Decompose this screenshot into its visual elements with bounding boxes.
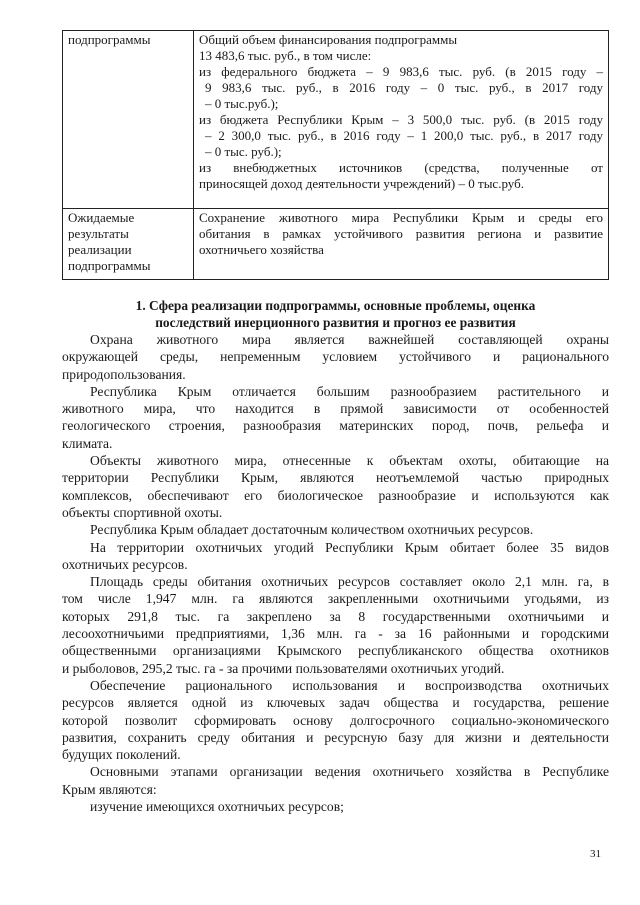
row-label-line: подпрограммы bbox=[68, 32, 151, 47]
heading-line: 1. Сфера реализации подпрограммы, основные проблемы, оценка bbox=[135, 298, 536, 313]
text-line: общественными организациями Крымского республиканского общества охотников bbox=[62, 643, 609, 659]
section-heading bbox=[62, 297, 609, 331]
text-line: Крым являются: bbox=[62, 781, 157, 797]
funding-line: – 0 тыс. руб.); bbox=[205, 144, 282, 159]
results-line: обитания в рамках устойчивого развития региона и развитие bbox=[199, 226, 603, 241]
paragraph bbox=[62, 383, 609, 452]
text-line: комплексов, обеспечивают его биологическое разнообразие и используются как bbox=[62, 487, 609, 503]
text-line: Основными этапами организации ведения охотничьего хозяйства в Республике bbox=[90, 764, 609, 780]
text-line: развития, сохранить среду обитания и ресурсную базу для жизни и деятельности bbox=[62, 729, 609, 745]
text-line: которых 291,8 тыс. га закреплено за 8 государственными охотничьими и bbox=[62, 608, 609, 624]
funding-line: из бюджета Республики Крым – 3 500,0 тыс. руб. (в 2015 году bbox=[199, 112, 603, 127]
row-label-line: Ожидаемые bbox=[68, 210, 135, 225]
text-line: Республика Крым обладает достаточным количеством охотничьих ресурсов. bbox=[90, 522, 534, 538]
funding-line: – 2 300,0 тыс. руб., в 2016 году – 1 200,0 тыс. руб., в 2017 году bbox=[205, 128, 603, 143]
funding-line: – 0 тыс.руб.); bbox=[205, 96, 279, 111]
text-line: Площадь среды обитания охотничьих ресурсов составляет около 2,1 млн. га, в bbox=[90, 574, 609, 590]
funding-line: приносящей доход деятельности учреждений) – 0 тыс.руб. bbox=[199, 176, 524, 191]
paragraph bbox=[62, 521, 609, 538]
text-line: На территории охотничьих угодий Республики Крым обитает более 35 видов bbox=[90, 539, 609, 555]
text-line: объекты спортивной охоты. bbox=[62, 504, 223, 520]
body-text bbox=[62, 331, 609, 815]
text-line: животного мира, что находится в прямой зависимости от особенностей bbox=[62, 401, 609, 417]
paragraph bbox=[62, 539, 609, 574]
text-line: климата. bbox=[62, 435, 113, 451]
funding-line: Общий объем финансирования подпрограммы bbox=[199, 32, 458, 47]
paragraph bbox=[62, 452, 609, 521]
text-line: и рыболовов, 295,2 тыс. га - за прочими пользователями охотничьих угодий. bbox=[62, 660, 505, 676]
text-line: Республика Крым отличается большим разнообразием растительного и bbox=[90, 383, 609, 399]
text-line: Объекты животного мира, отнесенные к объектам охоты, обитающие на bbox=[90, 453, 609, 469]
text-line: которой позволит сформировать основу долгосрочного социально-экономического bbox=[62, 712, 609, 728]
text-line: геологического строения, разнообразия материнских пород, почв, рельефа и bbox=[62, 418, 609, 434]
text-line: окружающей среды, непременным условием устойчивого и рационального bbox=[62, 349, 609, 365]
text-line: Охрана животного мира является важнейшей составляющей охраны bbox=[90, 332, 609, 347]
paragraph bbox=[62, 798, 609, 815]
row-label-cell bbox=[63, 209, 194, 280]
program-info-table bbox=[62, 30, 609, 280]
row-label-line: подпрограммы bbox=[68, 258, 151, 273]
table-row bbox=[63, 209, 609, 280]
text-line: ресурсов является одной из ключевых задач общества и государства, решение bbox=[62, 695, 609, 711]
table-row bbox=[63, 31, 609, 209]
page-number: 31 bbox=[590, 848, 601, 860]
funding-line: из федерального бюджета – 9 983,6 тыс. руб. (в 2015 году – bbox=[199, 64, 603, 79]
text-line: том числе 1,947 млн. га являются закрепленными охотничьими угодьями, из bbox=[62, 591, 609, 607]
funding-line: 9 983,6 тыс. руб., в 2016 году – 0 тыс. руб., в 2017 году bbox=[205, 80, 603, 95]
text-line: территории Республики Крым, являются неотъемлемой частью природных bbox=[62, 470, 609, 486]
funding-line: 13 483,6 тыс. руб., в том числе: bbox=[199, 48, 372, 63]
row-content-cell bbox=[194, 209, 609, 280]
text-line: изучение имеющихся охотничьих ресурсов; bbox=[90, 799, 344, 815]
results-line: охотничьего хозяйства bbox=[199, 242, 324, 257]
heading-line: последствий инерционного развития и прогноз ее развития bbox=[155, 315, 516, 330]
paragraph bbox=[62, 763, 609, 798]
paragraph bbox=[62, 573, 609, 677]
row-label-line: реализации bbox=[68, 242, 132, 257]
text-line: охотничьих ресурсов. bbox=[62, 556, 188, 572]
text-line: будущих поколений. bbox=[62, 747, 181, 763]
row-label-line: результаты bbox=[68, 226, 129, 241]
paragraph bbox=[62, 677, 609, 763]
row-content-cell bbox=[194, 31, 609, 209]
funding-line: из внебюджетных источников (средства, полученные от bbox=[199, 160, 603, 175]
row-label-cell bbox=[63, 31, 194, 209]
paragraph bbox=[62, 331, 609, 383]
results-line: Сохранение животного мира Республики Крым и среды его bbox=[199, 210, 603, 225]
text-line: Обеспечение рационального использования и воспроизводства охотничьих bbox=[90, 677, 609, 693]
text-line: природопользования. bbox=[62, 366, 186, 382]
text-line: лесоохотничьими предприятиями, 1,36 млн. га - за 16 районными и городскими bbox=[62, 626, 609, 642]
